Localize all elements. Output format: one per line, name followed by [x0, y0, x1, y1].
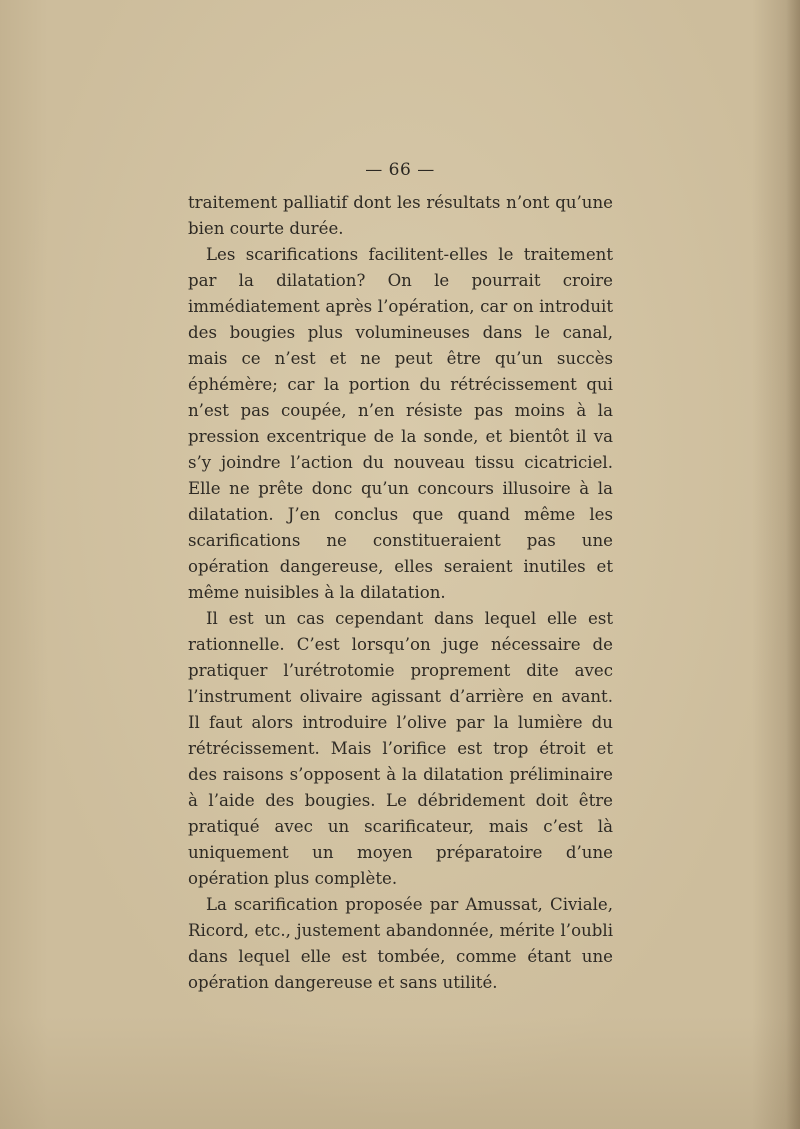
paragraph-2: Les scarifications facilitent-elles le traitement par la dilatation? On le pourrait croire immédiatement après l’opération, car on introduit des bougies plus volumineuses dans le canal, mais ce n’est et ne peut être qu’un succès éphémère; car la portion du rétrécissement qui n’est pas coupée, n’en résiste pas moins à la pression excentrique de la sonde, et bientôt il va s’y joindre l’action du nouveau tissu cicatriciel. Elle ne prête donc qu’un concours illusoire à la dilatation. J’en conclus que quand même les scarifications ne constitueraient pas une opération dangereuse, elles seraient inutiles et même nuisibles à la dilatation. [188, 245, 613, 602]
page-edge-shadow [786, 0, 800, 1129]
page-number: — 66 — [365, 160, 435, 180]
body-text [188, 190, 613, 996]
paragraph-3: Il est un cas cependant dans lequel elle est rationnelle. C’est lorsqu’on juge nécessaire de pratiquer l’urétrotomie proprement dite avec l’instrument olivaire agissant d’arrière en avant. Il faut alors introduire l’olive par la lumière du rétrécissement. Mais l’orifice est trop étroit et des raisons s’opposent à la dilatation préliminaire à l’aide des bougies. Le débridement doit être pratiqué avec un scarificateur, mais c’est là uniquement un moyen préparatoire d’une opération plus complète. [188, 609, 613, 888]
paragraph-4: La scarification proposée par Amussat, Civiale, Ricord, etc., justement abandonnée, mérite l’oubli dans lequel elle est tombée, comme étant une opération dangereuse et sans utilité. [188, 895, 613, 992]
paragraph-1: traitement palliatif dont les résultats n’ont qu’une bien courte durée. [188, 193, 613, 238]
